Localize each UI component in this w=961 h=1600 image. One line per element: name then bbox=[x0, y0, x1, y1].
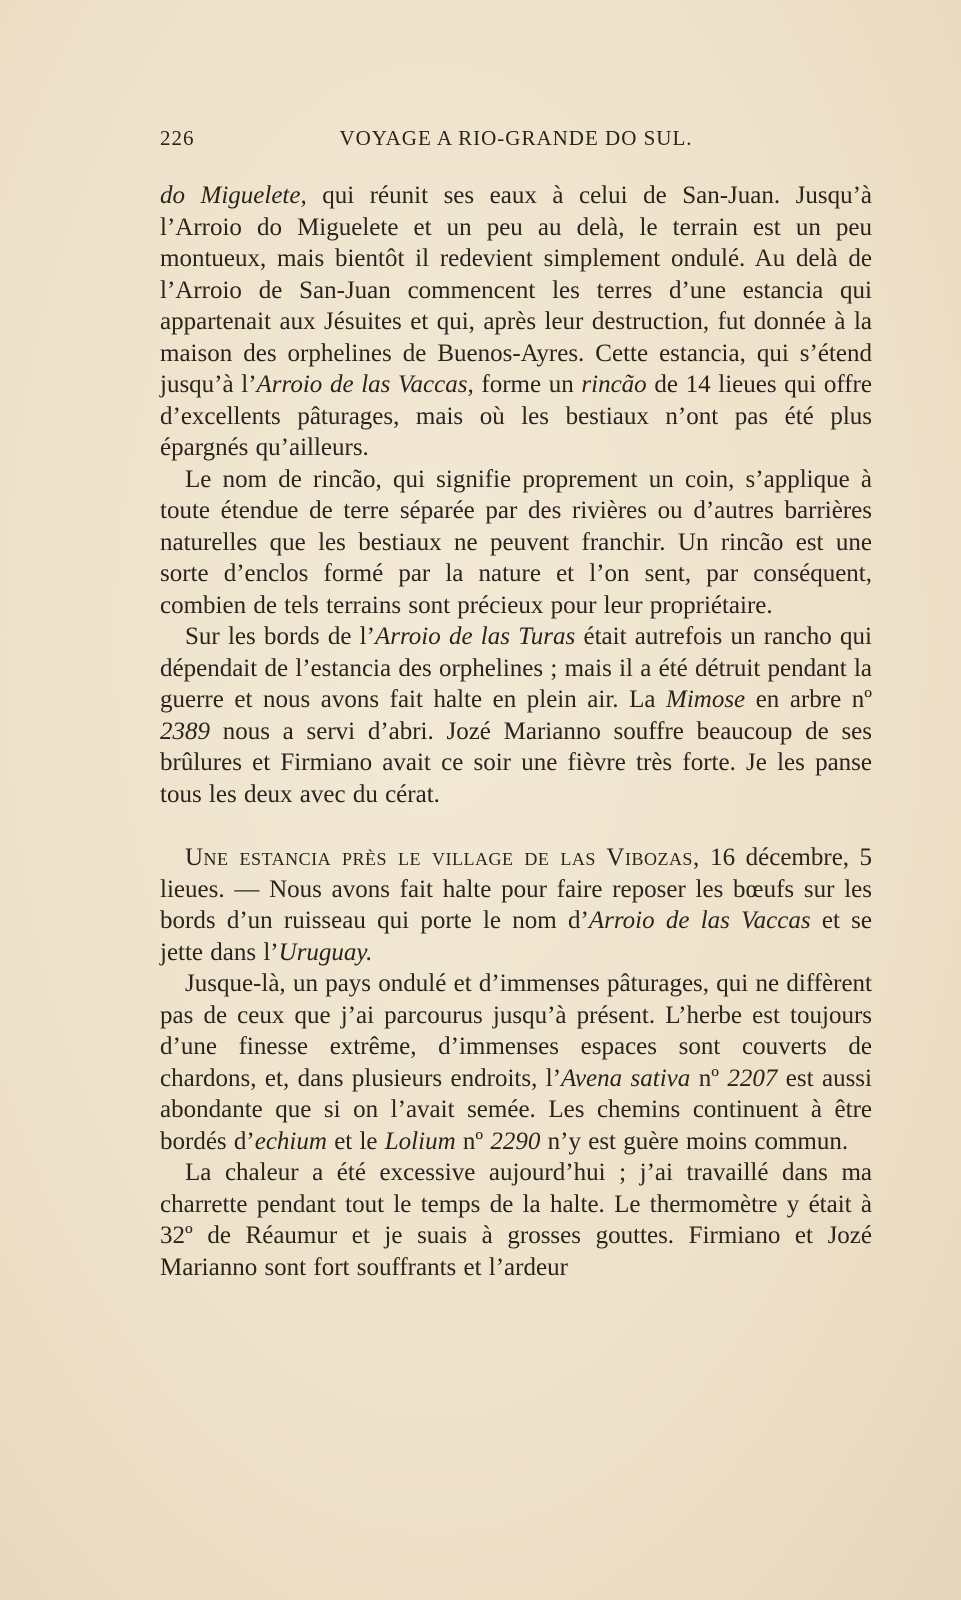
text-run: était autrefois un rancho qui dépendait de l’estancia des orphelines ; mais il a été détruit pendant la guerre et nous avons fait halte en plein air. La bbox=[160, 623, 872, 713]
text-run: en arbre nº bbox=[745, 686, 872, 713]
italic-run: Mimose bbox=[666, 686, 746, 713]
italic-run: 2207 bbox=[727, 1064, 778, 1092]
paragraph bbox=[160, 842, 872, 968]
smallcaps-run: Une estancia près le village de las Vibozas, bbox=[185, 844, 700, 871]
text-run: Jusque-là, un pays ondulé et d’immenses pâturages, qui ne diffèrent pas de ceux que j’ai parcourus jusqu’à présent. L’herbe est toujours d’une finesse extrême, d’immenses espaces sont couverts de chardons, et, dans plusieurs endroits, l’ bbox=[160, 970, 872, 1092]
paragraph bbox=[160, 1157, 872, 1283]
text-run: de 14 lieues qui offre d’excellents pâturages, mais où les bestiaux n’ont pas été plus épargnés qu’ailleurs. bbox=[160, 371, 872, 461]
text-run: et se jette dans l’ bbox=[160, 907, 872, 966]
paragraph bbox=[160, 968, 872, 1157]
italic-run: do Miguelete, bbox=[160, 182, 307, 209]
italic-run: echium bbox=[254, 1127, 327, 1155]
text-run: 16 décembre, 5 lieues. — Nous avons fait halte pour faire reposer les bœufs sur les bords d’un ruisseau qui porte le nom d’ bbox=[160, 844, 873, 934]
paragraph bbox=[160, 464, 872, 622]
italic-run: rincão bbox=[581, 371, 647, 398]
italic-run: 2290 bbox=[490, 1127, 541, 1155]
text-run: n’y est guère moins commun. bbox=[540, 1127, 849, 1155]
text-run: et le bbox=[326, 1127, 385, 1155]
text-run: nº bbox=[455, 1127, 491, 1155]
text-run: nº bbox=[690, 1064, 728, 1092]
italic-run: Lolium bbox=[384, 1127, 456, 1155]
text-run: Le nom de rincão, qui signifie proprement un coin, s’applique à toute étendue de terre séparée par des rivières ou d’autres barrières naturelles que les bestiaux ne peuvent franchir. Un rincão est une sorte d’enclos formé par la nature et l’on sent, par conséquent, combien de tels terrains sont précieux pour leur propriétaire. bbox=[160, 465, 872, 619]
text-run: forme un bbox=[473, 371, 582, 398]
page-body bbox=[160, 180, 872, 1283]
italic-run: Arroio de las Vaccas bbox=[588, 907, 811, 934]
text-run: nous a servi d’abri. Jozé Marianno souffre beaucoup de ses brûlures et Firmiano avait ce soir une fièvre très forte. Je les panse tous les deux avec du cérat. bbox=[160, 717, 872, 808]
italic-run: Arroio de las Turas bbox=[374, 623, 576, 650]
paragraph bbox=[160, 180, 872, 464]
page-number: 226 bbox=[160, 126, 195, 150]
italic-run: Arroio de las Vaccas, bbox=[256, 371, 474, 398]
paragraph bbox=[160, 621, 872, 810]
italic-run: Uruguay. bbox=[278, 938, 373, 966]
text-run: Sur les bords de l’ bbox=[185, 623, 375, 650]
text-run: La chaleur a été excessive aujourd’hui ; j’ai travaillé dans ma charrette pendant tout le temps de la halte. Le thermomètre y était à 32º de Réaumur et je suais à grosses gouttes. Firmiano et Jozé Marianno sont fort souffrants et l’ardeur bbox=[160, 1159, 872, 1281]
text-run: qui réunit ses eaux à celui de San-Juan. Jusqu’à l’Arroio do Miguelete et un peu au delà, le terrain est un peu montueux, mais bientôt il redevient simplement ondulé. Au delà de l’Arroio de San-Juan commencent les terres d’une estancia qui appartenait aux Jésuites et qui, après leur destruction, fut donnée à la maison des orphelines de Buenos-Ayres. Cette estancia, qui s’étend jusqu’à l’ bbox=[160, 182, 873, 398]
book-page bbox=[160, 118, 872, 1283]
italic-run: 2389 bbox=[160, 717, 210, 745]
running-head bbox=[160, 118, 872, 158]
text-run: est aussi abondante que si on l’avait semée. Les chemins continuent à être bordés d’ bbox=[160, 1064, 872, 1155]
running-title: VOYAGE A RIO-GRANDE DO SUL. bbox=[339, 126, 693, 150]
section-gap bbox=[160, 810, 872, 842]
italic-run: Avena sativa bbox=[561, 1064, 691, 1092]
